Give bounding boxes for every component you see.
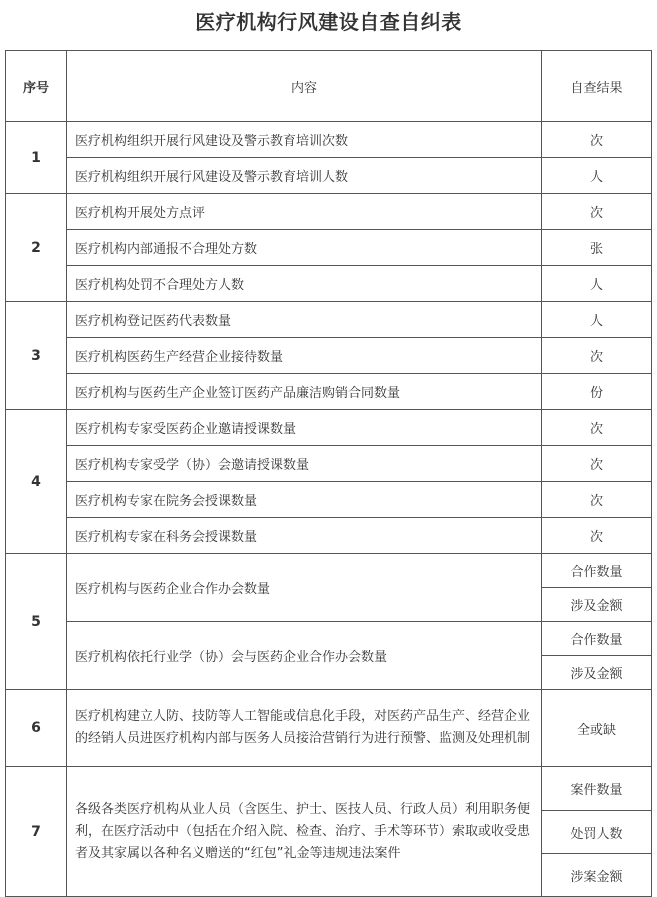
row-number: 1 xyxy=(6,122,67,194)
row-result: 全或缺 xyxy=(542,690,652,767)
row-content: 医疗机构内部通报不合理处方数 xyxy=(67,230,542,266)
table-row xyxy=(6,338,652,374)
row-result: 份 xyxy=(542,374,652,410)
row-number: 2 xyxy=(6,194,67,302)
table-row xyxy=(6,302,652,338)
row-result: 次 xyxy=(542,446,652,482)
row-content: 医疗机构专家受医药企业邀请授课数量 xyxy=(67,410,542,446)
row-content: 医疗机构与医药生产企业签订医药产品廉洁购销合同数量 xyxy=(67,374,542,410)
table-row xyxy=(6,230,652,266)
row-result: 涉案金额 xyxy=(542,854,652,897)
header-content: 内容 xyxy=(67,51,542,122)
row-number: 3 xyxy=(6,302,67,410)
table-header-row xyxy=(6,51,652,122)
row-result: 次 xyxy=(542,410,652,446)
table-row xyxy=(6,374,652,410)
row-result: 人 xyxy=(542,302,652,338)
row-content: 医疗机构专家受学（协）会邀请授课数量 xyxy=(67,446,542,482)
row-result: 次 xyxy=(542,482,652,518)
row-result: 次 xyxy=(542,122,652,158)
row-content: 医疗机构处罚不合理处方人数 xyxy=(67,266,542,302)
table-row xyxy=(6,482,652,518)
row-content: 医疗机构与医药企业合作办会数量 xyxy=(67,554,542,622)
row-result: 涉及金额 xyxy=(542,588,652,622)
page-title: 医疗机构行风建设自查自纠表 xyxy=(195,10,462,34)
row-content: 医疗机构组织开展行风建设及警示教育培训人数 xyxy=(67,158,542,194)
row-result: 人 xyxy=(542,266,652,302)
table-row xyxy=(6,690,652,767)
table-row xyxy=(6,767,652,811)
row-result: 合作数量 xyxy=(542,554,652,588)
table-row xyxy=(6,410,652,446)
row-content: 医疗机构开展处方点评 xyxy=(67,194,542,230)
table-row xyxy=(6,554,652,588)
row-content: 医疗机构依托行业学（协）会与医药企业合作办会数量 xyxy=(67,622,542,690)
row-number: 6 xyxy=(6,690,67,767)
row-content: 医疗机构组织开展行风建设及警示教育培训次数 xyxy=(67,122,542,158)
row-result: 次 xyxy=(542,194,652,230)
row-content: 医疗机构登记医药代表数量 xyxy=(67,302,542,338)
table-row xyxy=(6,122,652,158)
row-number: 7 xyxy=(6,767,67,897)
row-result: 处罚人数 xyxy=(542,811,652,854)
row-result: 涉及金额 xyxy=(542,656,652,690)
table-row xyxy=(6,266,652,302)
row-result: 合作数量 xyxy=(542,622,652,656)
row-content: 医疗机构专家在科务会授课数量 xyxy=(67,518,542,554)
table-row xyxy=(6,194,652,230)
row-result: 张 xyxy=(542,230,652,266)
table-row xyxy=(6,446,652,482)
row-result: 案件数量 xyxy=(542,767,652,811)
header-result: 自查结果 xyxy=(542,51,652,122)
row-result: 次 xyxy=(542,518,652,554)
row-result: 次 xyxy=(542,338,652,374)
table-row xyxy=(6,622,652,656)
table-row xyxy=(6,518,652,554)
row-content: 医疗机构医药生产经营企业接待数量 xyxy=(67,338,542,374)
table-row xyxy=(6,158,652,194)
row-content: 各级各类医疗机构从业人员（含医生、护士、医技人员、行政人员）利用职务便利，在医疗活动中（包括在介绍入院、检查、治疗、手术等环节）索取或收受患者及其家属以各种名义赠送的“红包”礼金等违规违法案件 xyxy=(67,767,542,897)
row-result: 人 xyxy=(542,158,652,194)
row-number: 5 xyxy=(6,554,67,690)
header-seq: 序号 xyxy=(6,51,67,122)
row-content: 医疗机构专家在院务会授课数量 xyxy=(67,482,542,518)
row-number: 4 xyxy=(6,410,67,554)
row-content: 医疗机构建立人防、技防等人工智能或信息化手段，对医药产品生产、经营企业的经销人员进医疗机构内部与医务人员接洽营销行为进行预警、监测及处理机制 xyxy=(67,690,542,767)
self-check-table xyxy=(5,50,652,897)
